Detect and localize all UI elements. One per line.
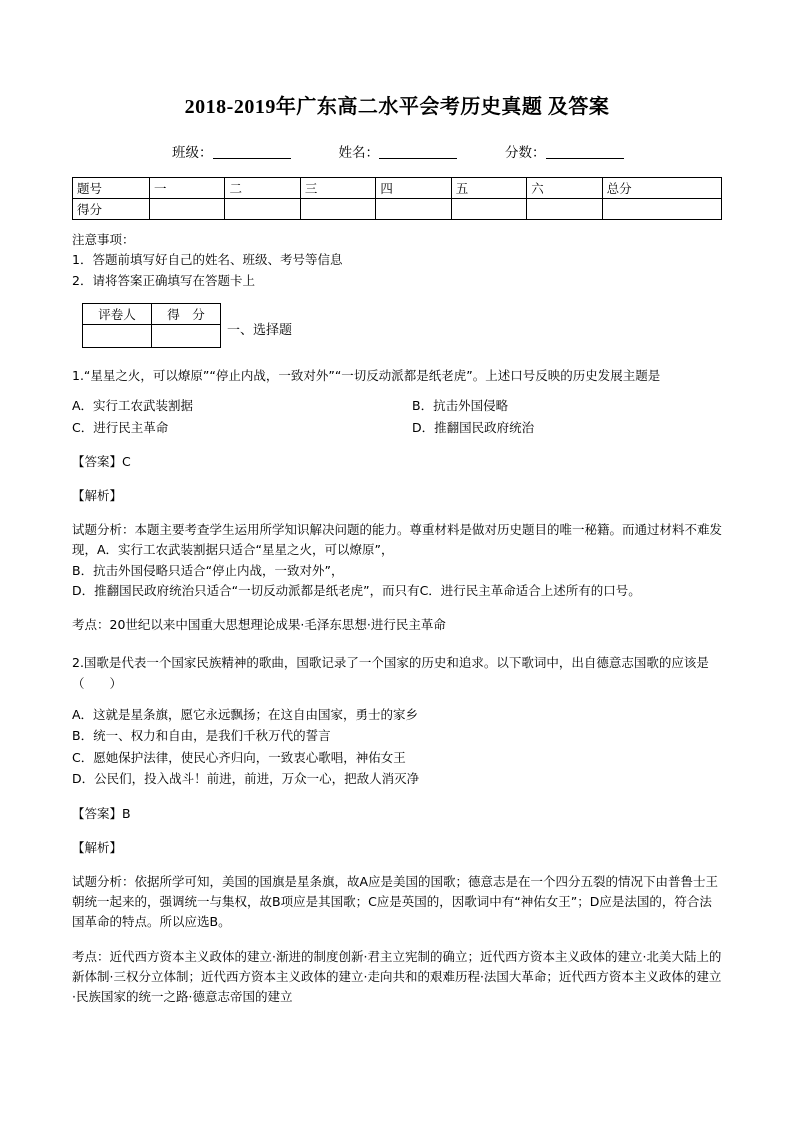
marker-cell-reviewer <box>83 324 152 347</box>
score-cell-total <box>602 199 721 220</box>
notes-block <box>72 230 722 291</box>
question-1-answer <box>72 452 722 472</box>
question-2-options <box>72 704 722 790</box>
name-field <box>339 141 458 161</box>
option-a: A．实行工农武装割据 <box>72 398 194 413</box>
class-blank <box>213 158 291 159</box>
class-label: 班级： <box>172 145 213 161</box>
name-label: 姓名： <box>338 145 379 161</box>
question-1-kaodian: 考点：20世纪以来中国重大思想理论成果·毛泽东思想·进行民主革命 <box>72 617 446 632</box>
row-header-question-no: 题号 <box>73 178 150 199</box>
name-blank <box>379 158 457 159</box>
analysis-para-3: D．推翻国民政府统治只适合“一切反动派都是纸老虎”，而只有C．进行民主革命适合上述所有的口号。 <box>72 582 641 598</box>
question-2-kaodian: 考点：近代西方资本主义政体的建立·渐进的制度创新·君主立宪制的确立；近代西方资本主义政体的建立·北美大陆上的新体制·三权分立体制；近代西方资本主义政体的建立·走向共和的艰难历程·法国大革命；近代西方资本主义政体的建立·民族国家的统一之路·德意志帝国的建立 <box>72 948 722 1004</box>
question-2-analysis <box>72 872 722 933</box>
option-b: B．统一、权力和自由，是我们千秋万代的誓言 <box>72 728 331 744</box>
score-field <box>505 141 624 161</box>
answer-label: 【答案】 <box>72 454 123 469</box>
option-d: D．公民们，投入战斗！前进，前进，万众一心，把敌人消灭净 <box>72 771 420 787</box>
marker-table <box>82 303 221 348</box>
row-header-score: 得分 <box>73 199 150 220</box>
table-row <box>83 303 221 324</box>
page-title: 2018-2019年广东高二水平会考历史真题 及答案 <box>184 96 610 118</box>
answer-label: 【答案】 <box>72 805 123 821</box>
analysis-para-1: 试题分析：本题主要考查学生运用所学知识解决问题的能力。尊重材料是做对历史题目的唯一秘籍。而通过材料不难发现，A．实行工农武装割据只适合“星星之火，可以燎原”， <box>72 522 723 558</box>
table-row <box>83 324 221 347</box>
analysis-para-1: 试题分析：依据所学可知，美国的国旗是星条旗，故A应是美国的国歌；德意志是在一个四分五裂的情况下由普鲁士王朝统一起来的，强调统一与集权，故B项应是其国歌；C应是英国的，因歌词中有“神佑女王”；D应是法国的，符合法国革命的特点。所以应选B。 <box>72 873 719 930</box>
question-1-analysis <box>72 520 722 601</box>
score-cell-3 <box>300 199 375 220</box>
option-d: D．推翻国民政府统治 <box>412 420 535 435</box>
question-1-analysis-label: 【解析】 <box>72 488 123 503</box>
answer-value: B <box>122 805 131 821</box>
col-2: 二 <box>225 178 300 199</box>
marker-row <box>72 303 722 348</box>
col-total: 总分 <box>602 178 721 199</box>
col-3: 三 <box>300 178 375 199</box>
notes-item-2: 2．请将答案正确填写在答题卡上 <box>72 272 255 288</box>
score-summary-table <box>72 177 722 220</box>
answer-value: C <box>122 454 131 469</box>
table-row <box>73 178 722 199</box>
option-c: C．愿她保护法律，使民心齐归向，一致衷心歌唱，神佑女王 <box>72 749 406 765</box>
option-a: A．这就是星条旗，愿它永远飘扬；在这自由国家，勇士的家乡 <box>72 706 419 722</box>
notes-heading: 注意事项： <box>72 232 135 247</box>
marker-header-score: 得 分 <box>152 303 221 324</box>
score-cell-6 <box>527 199 602 220</box>
option-c: C．进行民主革命 <box>72 420 169 435</box>
class-field <box>172 141 291 161</box>
score-cell-1 <box>150 199 225 220</box>
student-id-line <box>72 141 722 161</box>
question-2-answer <box>72 804 722 824</box>
score-cell-4 <box>376 199 451 220</box>
question-2 <box>72 653 722 1007</box>
col-6: 六 <box>527 178 602 199</box>
score-label: 分数： <box>505 145 546 161</box>
marker-header-reviewer: 评卷人 <box>83 303 152 324</box>
marker-cell-score <box>152 324 221 347</box>
question-2-stem: 2.国歌是代表一个国家民族精神的歌曲，国歌记录了一个国家的历史和追求。以下歌词中，出自德意志国歌的应该是（ ） <box>72 655 709 691</box>
option-b: B．抗击外国侵略 <box>412 398 509 413</box>
question-1 <box>72 366 722 636</box>
question-1-stem: 1.“星星之火，可以燎原”“停止内战，一致对外”“一切反动派都是纸老虎”。上述口号反映的历史发展主题是 <box>72 367 661 383</box>
section-label: 一、选择题 <box>227 322 293 338</box>
notes-item-1: 1．答题前填写好自己的姓名、班级、考号等信息 <box>72 252 343 268</box>
analysis-para-2: B．抗击外国侵略只适合“停止内战，一致对外”， <box>72 562 344 578</box>
score-cell-5 <box>451 199 526 220</box>
col-5: 五 <box>451 178 526 199</box>
col-4: 四 <box>376 178 451 199</box>
col-1: 一 <box>150 178 225 199</box>
question-1-options <box>72 396 722 438</box>
score-blank <box>546 158 624 159</box>
table-row <box>73 199 722 220</box>
question-2-analysis-label: 【解析】 <box>72 839 123 855</box>
score-cell-2 <box>225 199 300 220</box>
